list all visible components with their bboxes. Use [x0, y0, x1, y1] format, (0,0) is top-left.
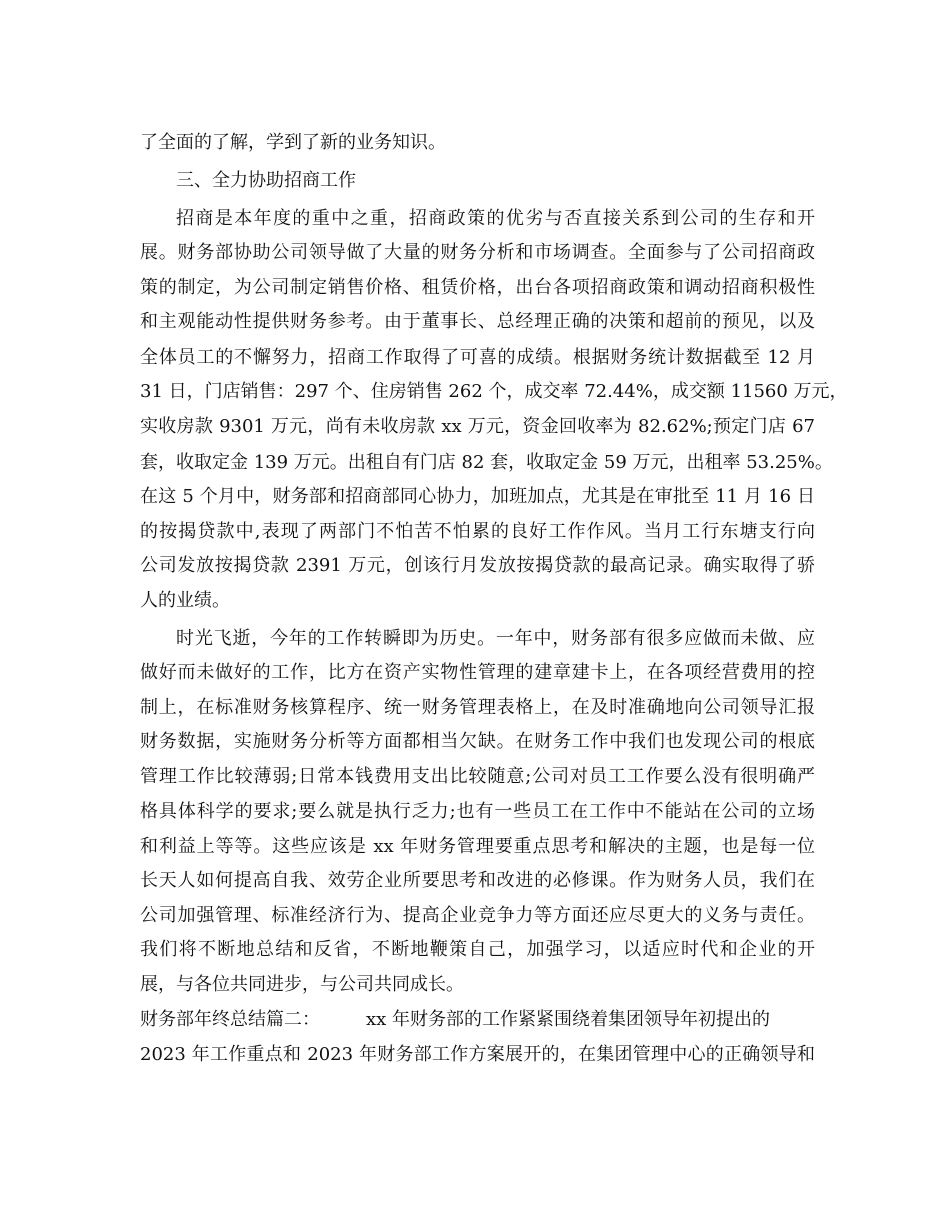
- paragraph-line: 我们将不断地总结和反省，不断地鞭策自己，加强学习，以适应时代和企业的开: [140, 939, 815, 960]
- paragraph-line: 公司加强管理、标准经济行为、提高企业竞争力等方面还应尽更大的义务与责任。: [140, 905, 815, 926]
- paragraph-line: 展，与各位共同进步，与公司共同成长。: [140, 974, 464, 995]
- paragraph-line: 招商是本年度的重中之重，招商政策的优劣与否直接关系到公司的生存和开: [176, 208, 815, 229]
- paragraph-line: 公司发放按揭贷款 2391 万元，创该行月发放按揭贷款的最高记录。确实取得了骄: [140, 555, 815, 576]
- paragraph-line: 策的制定，为公司制定销售价格、租赁价格，出台各项招商政策和调动招商积极性: [140, 277, 815, 298]
- paragraph-line: 在这 5 个月中，财务部和招商部同心协力，加班加点，尤其是在审批至 11 月 16 日: [140, 486, 815, 507]
- section-heading: 三、全力协助招商工作: [176, 170, 356, 191]
- paragraph-line: 实收房款 9301 万元，尚有未收房款 xx 万元，资金回收率为 82.62%;预定门店 67: [140, 416, 815, 437]
- section-first-line: xx 年财务部的工作紧紧围绕着集团领导年初提出的: [366, 1009, 771, 1030]
- paragraph-line: 31 日，门店销售：297 个、住房销售 262 个，成交率 72.44%，成交额 11560 万元，: [140, 381, 848, 402]
- paragraph-line: 和主观能动性提供财务参考。由于董事长、总经理正确的决策和超前的预见，以及: [140, 311, 815, 332]
- paragraph-line: 时光飞逝，今年的工作转瞬即为历史。一年中，财务部有很多应做而未做、应: [176, 628, 815, 649]
- paragraph-line: 做好而未做好的工作，比方在资产实物性管理的建章建卡上，在各项经营费用的控: [140, 662, 815, 683]
- paragraph-line: 了全面的了解，学到了新的业务知识。: [140, 132, 446, 153]
- paragraph-line: 套，收取定金 139 万元。出租自有门店 82 套，收取定金 59 万元，出租率 53.25%。: [140, 452, 833, 473]
- section-start-line: [140, 1004, 815, 1036]
- paragraph-line: 长天人如何提高自我、效劳企业所要思考和改进的必修课。作为财务人员，我们在: [140, 870, 815, 891]
- paragraph-line: 格具体科学的要求;要么就是执行乏力;也有一些员工在工作中不能站在公司的立场: [140, 801, 815, 822]
- paragraph-line: 全体员工的不懈努力，招商工作取得了可喜的成绩。根据财务统计数据截至 12 月: [140, 347, 815, 368]
- section-heading: 财务部年终总结篇二：: [140, 1009, 320, 1030]
- paragraph-line: 展。财务部协助公司领导做了大量的财务分析和市场调查。全面参与了公司招商政: [140, 242, 815, 263]
- paragraph-line: 的按揭贷款中,表现了两部门不怕苦不怕累的良好工作作风。当月工行东塘支行向: [140, 521, 815, 542]
- paragraph-line: 人的业绩。: [140, 590, 230, 611]
- paragraph-line: 管理工作比较薄弱;日常本钱费用支出比较随意;公司对员工工作要么没有很明确严: [140, 766, 815, 787]
- paragraph-line: 制上，在标准财务核算程序、统一财务管理表格上，在及时准确地向公司领导汇报: [140, 697, 815, 718]
- paragraph-line: 和利益上等等。这些应该是 xx 年财务管理要重点思考和解决的主题，也是每一位: [140, 836, 815, 857]
- paragraph-line: 2023 年工作重点和 2023 年财务部工作方案展开的，在集团管理中心的正确领导和: [140, 1044, 815, 1065]
- paragraph-line: 财务数据，实施财务分析等方面都相当欠缺。在财务工作中我们也发现公司的根底: [140, 731, 815, 752]
